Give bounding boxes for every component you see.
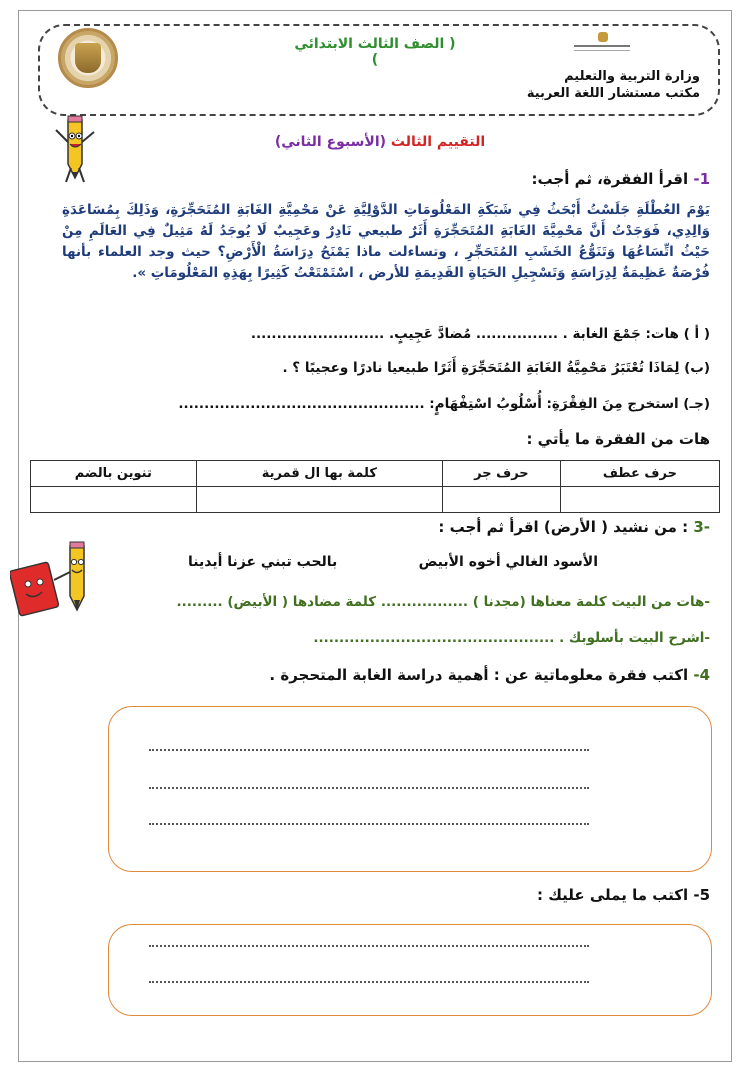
ministry-name xyxy=(527,68,700,102)
q3-number: -3 xyxy=(693,518,710,536)
assessment-title-main: التقييم الثالث xyxy=(390,134,486,150)
answer-line xyxy=(149,823,589,825)
q3-line-1: -هات من البيت كلمة معناها (مجدنا ) ................. كلمة مضادها ( الأبيض) ......... xyxy=(176,594,710,610)
answer-cell[interactable] xyxy=(31,487,197,513)
answer-line xyxy=(149,749,589,751)
table-header-cell: حرف جر xyxy=(443,461,561,487)
table-header-cell: تنوين بالضم xyxy=(31,461,197,487)
q3-line-2: -اشرح البيت بأسلوبك . ............................................... xyxy=(313,630,710,646)
q5-heading-text: اكتب ما يملى عليك : xyxy=(536,886,689,904)
q1-number: 1- xyxy=(693,170,710,188)
answer-cell[interactable] xyxy=(443,487,561,513)
answer-cell[interactable] xyxy=(196,487,442,513)
ministry-seal-icon xyxy=(58,28,118,88)
q1-item-a: ( أ ) هات: جَمْعَ الغابة . ................ مُضادَّ عَجِيبٍ. .......................... xyxy=(250,326,710,342)
q3-heading xyxy=(438,518,710,536)
ministry-line-1: وزارة التربية والتعليم xyxy=(564,69,700,84)
q1-item-c: (جـ) استخرج مِنَ الفِقْرَةِ: أُسْلُوبُ اسْتِفْهَامٍ: ................................................ xyxy=(178,396,710,412)
ministry-logo-icon xyxy=(574,32,630,54)
table-header-cell: كلمة بها ال قمرية xyxy=(196,461,442,487)
verse-left: بالحب تبني عزنا أيدينا xyxy=(188,554,338,570)
q4-heading-text: اكتب فقرة معلوماتية عن : أهمية دراسة الغابة المتحجرة . xyxy=(269,666,689,684)
verse-right: الأسود الغالي أخوه الأبيض xyxy=(418,554,598,570)
ministry-line-2: مكتب مستشار اللغة العربية xyxy=(526,86,700,101)
pencil-mascot-icon xyxy=(52,112,98,184)
q4-heading xyxy=(269,666,710,684)
page-frame xyxy=(18,10,732,1062)
table-header-cell: حرف عطف xyxy=(560,461,719,487)
q1-item-b: (ب) لِمَاذَا تُعْتَبَرُ مَحْمِيَّةُ الغَابَةِ المُتَحَجِّرَةِ أَثَرًا طبيعيا نادرًا وعجيبًا ؟ . xyxy=(282,360,710,376)
assessment-title-week: (الأسبوع الثاني) xyxy=(274,134,387,150)
grade-title: ( الصف الثالث الابتدائي ) xyxy=(294,36,456,68)
table-header-row xyxy=(31,461,720,487)
q1-heading-text: اقرأ الفقرة، ثم أجب: xyxy=(531,170,689,188)
answer-line xyxy=(149,945,589,947)
table-answer-row xyxy=(31,487,720,513)
answer-line xyxy=(149,787,589,789)
pencil-book-mascot-icon xyxy=(10,540,102,618)
q5-answer-box[interactable] xyxy=(108,924,712,1016)
assessment-title xyxy=(270,134,490,150)
q5-heading xyxy=(537,886,710,904)
q3-heading-text: : من نشيد ( الأرض) اقرأ ثم أجب : xyxy=(438,518,689,536)
answer-line xyxy=(149,981,589,983)
q1-passage: يَوْمَ العُطْلَةِ جَلَسْتُ أَبْحَثُ فِي شَبَكَةِ المَعْلُومَاتِ الدَّوْلِيَّةِ عَنْ مَحْمِيَّةِ الغَابَةِ المُتَحَجِّرَةِ، وَذَلِكَ بِمُسَاعَدَةِ وَالِدِي، فَوَجَدْتُ أَنَّ مَحْمِيَّةَ الغَابَةِ المُتَحَجِّرَةِ أَثَرٌ طبيعي نَادِرٌ وعَجِيبٌ لَا يُوجَدُ لَهُ مَثِيلٌ فِي العَالَمِ مِنْ حَيْثُ اتِّسَاعُهَا وَتَنَوُّعُ الخَشَبِ المُتَحَجِّرِ ، وتساءلت ماذا يَمْنَحُ دِرَاسَةُ الْأَرْضِ؟ حيث وجد العلماء بأنها فُرْصَةٌ عَظِيمَةٌ لِدِرَاسَةِ وَتَسْجِيلِ الحَيَاةِ القَدِيمَةِ للأرض ، اسْتَمْتَعْتُ كَثِيرًا بِهَذِهِ المَعْلُومَاتِ ». xyxy=(62,202,710,281)
answer-cell[interactable] xyxy=(560,487,719,513)
word-table xyxy=(30,460,720,513)
q1-heading xyxy=(532,170,710,188)
q4-answer-box[interactable] xyxy=(108,706,712,872)
q5-number: 5- xyxy=(693,886,710,904)
q2-heading: هات من الفقرة ما يأتي : xyxy=(526,430,710,448)
q4-number: 4- xyxy=(693,666,710,684)
